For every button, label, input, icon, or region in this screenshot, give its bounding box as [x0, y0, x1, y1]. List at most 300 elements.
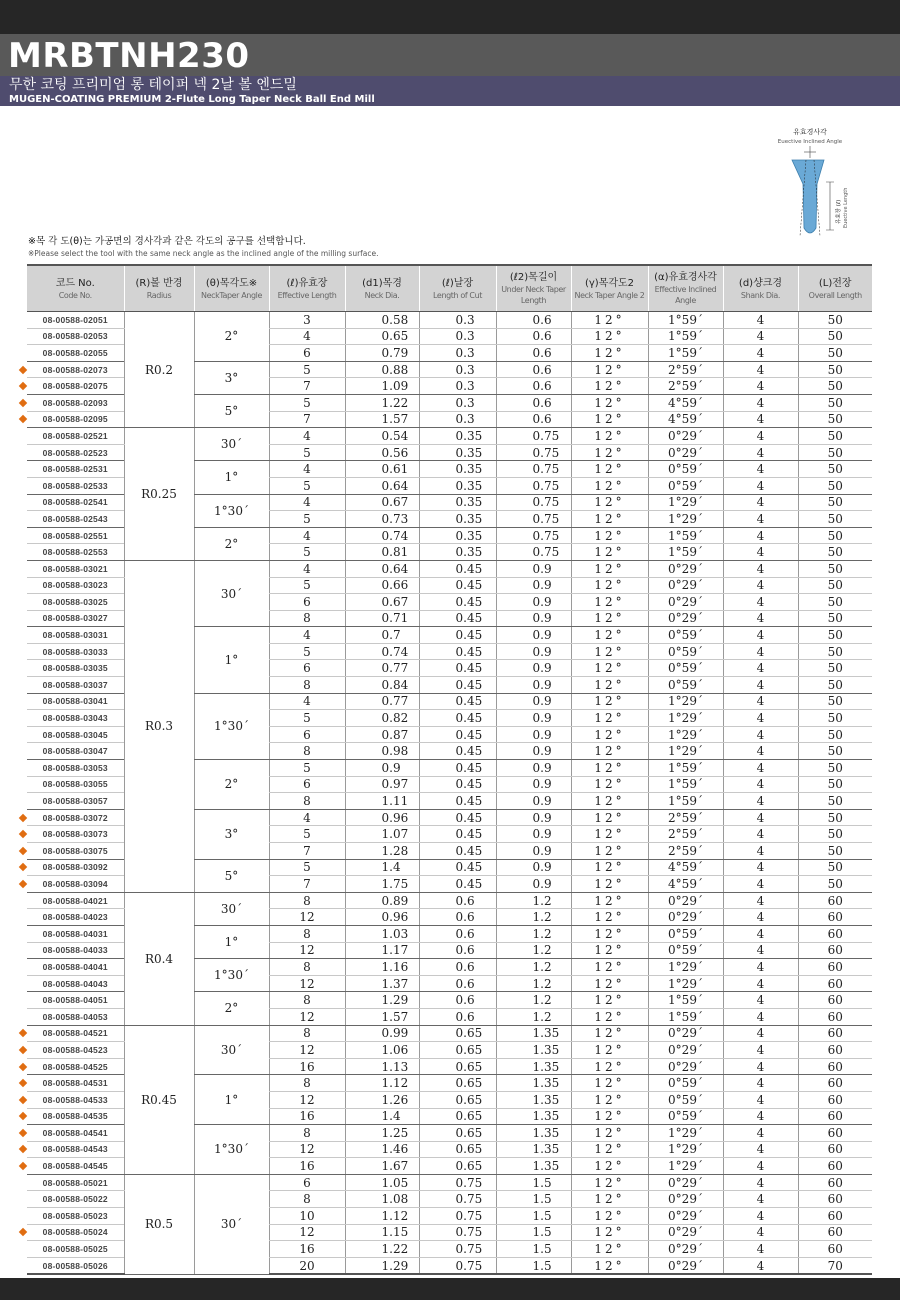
effective-length-cell: 8 [269, 1125, 345, 1142]
code-cell: 08-00588-03027 [27, 610, 124, 627]
shank-dia-cell: 4 [723, 477, 798, 494]
overall-length-cell: 60 [798, 1224, 872, 1241]
effective-length-cell: 7 [269, 411, 345, 428]
overall-length-cell: 50 [798, 527, 872, 544]
neck-dia-cell: 0.96 [345, 809, 419, 826]
overall-length-cell: 50 [798, 411, 872, 428]
neck-length-cell: 1.2 [496, 909, 571, 926]
overall-length-cell: 50 [798, 610, 872, 627]
neck-length-cell: 0.9 [496, 710, 571, 727]
shank-dia-cell: 4 [723, 511, 798, 528]
code-cell: 08-00588-04523 [27, 1042, 124, 1059]
overall-length-cell: 50 [798, 312, 872, 329]
neck-angle-cell: 3° [194, 809, 269, 859]
overall-length-cell: 50 [798, 627, 872, 644]
neck-dia-cell: 1.25 [345, 1125, 419, 1142]
effective-length-cell: 12 [269, 1141, 345, 1158]
neck-dia-cell: 0.74 [345, 527, 419, 544]
neck-angle-2-cell: 12° [571, 394, 648, 411]
overall-length-cell: 70 [798, 1257, 872, 1274]
effective-length-cell: 8 [269, 743, 345, 760]
neck-length-cell: 0.75 [496, 461, 571, 478]
marker-diamond-icon [19, 382, 27, 390]
inclined-angle-cell: 0°29´ [648, 1208, 723, 1225]
code-cell: 08-00588-04533 [27, 1091, 124, 1108]
shank-dia-cell: 4 [723, 594, 798, 611]
overall-length-cell: 50 [798, 394, 872, 411]
neck-dia-cell: 0.9 [345, 760, 419, 777]
length-of-cut-cell: 0.6 [419, 925, 496, 942]
neck-dia-cell: 1.57 [345, 1008, 419, 1025]
marker-diamond-icon [19, 365, 27, 373]
neck-dia-cell: 1.22 [345, 1241, 419, 1258]
effective-length-cell: 8 [269, 1025, 345, 1042]
neck-length-cell: 0.6 [496, 312, 571, 329]
marker-diamond-icon [19, 1062, 27, 1070]
code-cell: 08-00588-04525 [27, 1058, 124, 1075]
overall-length-cell: 50 [798, 477, 872, 494]
overall-length-cell: 50 [798, 511, 872, 528]
neck-length-cell: 0.9 [496, 660, 571, 677]
neck-length-cell: 0.75 [496, 544, 571, 561]
length-of-cut-cell: 0.65 [419, 1058, 496, 1075]
neck-dia-cell: 0.64 [345, 477, 419, 494]
marker-diamond-icon [19, 830, 27, 838]
neck-dia-cell: 0.77 [345, 660, 419, 677]
neck-length-cell: 0.9 [496, 859, 571, 876]
effective-length-cell: 3 [269, 312, 345, 329]
neck-angle-cell: 1° [194, 925, 269, 958]
neck-angle-cell: 1° [194, 627, 269, 693]
neck-angle-2-cell: 12° [571, 378, 648, 395]
shank-dia-cell: 4 [723, 1241, 798, 1258]
neck-angle-2-cell: 12° [571, 1008, 648, 1025]
effective-length-cell: 16 [269, 1241, 345, 1258]
effective-length-cell: 6 [269, 776, 345, 793]
inclined-angle-cell: 0°29´ [648, 1191, 723, 1208]
neck-angle-2-cell: 12° [571, 975, 648, 992]
shank-dia-cell: 4 [723, 527, 798, 544]
effective-length-cell: 12 [269, 1042, 345, 1059]
neck-length-cell: 1.5 [496, 1257, 571, 1274]
shank-dia-cell: 4 [723, 1208, 798, 1225]
neck-angle-2-cell: 12° [571, 726, 648, 743]
overall-length-cell: 50 [798, 876, 872, 893]
length-of-cut-cell: 0.45 [419, 809, 496, 826]
neck-length-cell: 1.5 [496, 1174, 571, 1191]
overall-length-cell: 60 [798, 1042, 872, 1059]
inclined-angle-cell: 1°59´ [648, 345, 723, 362]
neck-angle-2-cell: 12° [571, 494, 648, 511]
code-cell: 08-00588-02541 [27, 494, 124, 511]
neck-length-cell: 0.9 [496, 843, 571, 860]
inclined-angle-cell: 0°59´ [648, 942, 723, 959]
length-of-cut-cell: 0.35 [419, 544, 496, 561]
neck-length-cell: 1.5 [496, 1241, 571, 1258]
neck-angle-2-cell: 12° [571, 1042, 648, 1059]
shank-dia-cell: 4 [723, 428, 798, 445]
radius-cell: R0.4 [124, 892, 194, 1025]
effective-length-cell: 4 [269, 428, 345, 445]
table-header-row [27, 265, 872, 312]
neck-angle-2-cell: 12° [571, 1091, 648, 1108]
radius-cell: R0.5 [124, 1174, 194, 1274]
neck-dia-cell: 0.84 [345, 677, 419, 694]
col-header-length-of-cut: (ℓ)날장 Length of Cut [419, 265, 496, 312]
overall-length-cell: 50 [798, 444, 872, 461]
inclined-angle-cell: 0°29´ [648, 909, 723, 926]
neck-dia-cell: 0.56 [345, 444, 419, 461]
shank-dia-cell: 4 [723, 328, 798, 345]
table-row [27, 1174, 872, 1191]
length-of-cut-cell: 0.75 [419, 1191, 496, 1208]
length-of-cut-cell: 0.35 [419, 477, 496, 494]
length-of-cut-cell: 0.65 [419, 1042, 496, 1059]
effective-length-cell: 6 [269, 726, 345, 743]
effective-length-cell: 4 [269, 527, 345, 544]
overall-length-cell: 50 [798, 660, 872, 677]
neck-angle-2-cell: 12° [571, 577, 648, 594]
length-of-cut-cell: 0.45 [419, 643, 496, 660]
neck-angle-cell: 1°30´ [194, 494, 269, 527]
effective-length-cell: 4 [269, 494, 345, 511]
inclined-angle-cell: 2°59´ [648, 378, 723, 395]
effective-length-cell: 5 [269, 394, 345, 411]
effective-length-cell: 8 [269, 793, 345, 810]
diagram-side-label-korean: 유효장 (ℓ) [836, 199, 842, 224]
neck-length-cell: 0.6 [496, 361, 571, 378]
neck-angle-cell: 30´ [194, 892, 269, 925]
marker-diamond-icon [19, 415, 27, 423]
inclined-angle-cell: 0°29´ [648, 577, 723, 594]
code-cell: 08-00588-02523 [27, 444, 124, 461]
neck-angle-2-cell: 12° [571, 1158, 648, 1175]
shank-dia-cell: 4 [723, 677, 798, 694]
effective-length-cell: 6 [269, 660, 345, 677]
inclined-angle-cell: 1°29´ [648, 494, 723, 511]
neck-dia-cell: 0.74 [345, 643, 419, 660]
length-of-cut-cell: 0.45 [419, 743, 496, 760]
neck-angle-cell: 30´ [194, 1174, 269, 1274]
inclined-angle-cell: 1°29´ [648, 511, 723, 528]
neck-angle-2-cell: 12° [571, 511, 648, 528]
effective-length-cell: 12 [269, 942, 345, 959]
neck-dia-cell: 1.67 [345, 1158, 419, 1175]
inclined-angle-cell: 2°59´ [648, 826, 723, 843]
neck-angle-2-cell: 12° [571, 477, 648, 494]
shank-dia-cell: 4 [723, 942, 798, 959]
shank-dia-cell: 4 [723, 560, 798, 577]
code-cell: 08-00588-02533 [27, 477, 124, 494]
effective-length-cell: 5 [269, 511, 345, 528]
neck-angle-2-cell: 12° [571, 925, 648, 942]
effective-length-cell: 4 [269, 627, 345, 644]
neck-angle-2-cell: 12° [571, 959, 648, 976]
code-cell: 08-00588-03057 [27, 793, 124, 810]
bottom-bar [0, 1278, 900, 1300]
neck-angle-2-cell: 12° [571, 1208, 648, 1225]
effective-length-cell: 16 [269, 1158, 345, 1175]
neck-length-cell: 1.2 [496, 1008, 571, 1025]
neck-dia-cell: 0.61 [345, 461, 419, 478]
effective-length-cell: 16 [269, 1108, 345, 1125]
inclined-angle-cell: 1°29´ [648, 959, 723, 976]
length-of-cut-cell: 0.65 [419, 1158, 496, 1175]
neck-angle-2-cell: 12° [571, 1241, 648, 1258]
length-of-cut-cell: 0.35 [419, 461, 496, 478]
neck-length-cell: 1.35 [496, 1025, 571, 1042]
length-of-cut-cell: 0.45 [419, 693, 496, 710]
effective-length-cell: 8 [269, 677, 345, 694]
neck-angle-cell: 1°30´ [194, 959, 269, 992]
shank-dia-cell: 4 [723, 1008, 798, 1025]
col-header-neck-angle: (θ)목각도※ NeckTaper Angle [194, 265, 269, 312]
shank-dia-cell: 4 [723, 876, 798, 893]
inclined-angle-cell: 0°59´ [648, 677, 723, 694]
neck-angle-2-cell: 12° [571, 660, 648, 677]
neck-dia-cell: 0.87 [345, 726, 419, 743]
inclined-angle-cell: 1°59´ [648, 776, 723, 793]
neck-length-cell: 0.9 [496, 876, 571, 893]
neck-length-cell: 0.6 [496, 411, 571, 428]
neck-length-cell: 1.35 [496, 1125, 571, 1142]
length-of-cut-cell: 0.6 [419, 942, 496, 959]
code-cell: 08-00588-05025 [27, 1241, 124, 1258]
overall-length-cell: 50 [798, 776, 872, 793]
inclined-angle-cell: 1°29´ [648, 726, 723, 743]
overall-length-cell: 50 [798, 843, 872, 860]
overall-length-cell: 50 [798, 677, 872, 694]
overall-length-cell: 60 [798, 975, 872, 992]
marker-diamond-icon [19, 813, 27, 821]
overall-length-cell: 60 [798, 1141, 872, 1158]
table-row [27, 560, 872, 577]
length-of-cut-cell: 0.35 [419, 428, 496, 445]
neck-dia-cell: 1.28 [345, 843, 419, 860]
marker-diamond-icon [19, 399, 27, 407]
effective-length-cell: 8 [269, 959, 345, 976]
shank-dia-cell: 4 [723, 1025, 798, 1042]
code-cell: 08-00588-04535 [27, 1108, 124, 1125]
inclined-angle-cell: 0°29´ [648, 594, 723, 611]
shank-dia-cell: 4 [723, 726, 798, 743]
diagram-label-korean: 유효경사각 [793, 128, 827, 136]
neck-dia-cell: 0.79 [345, 345, 419, 362]
code-cell: 08-00588-05024 [27, 1224, 124, 1241]
neck-dia-cell: 0.66 [345, 577, 419, 594]
code-cell: 08-00588-04541 [27, 1125, 124, 1142]
neck-angle-cell: 3° [194, 361, 269, 394]
neck-dia-cell: 1.37 [345, 975, 419, 992]
marker-diamond-icon [19, 847, 27, 855]
neck-length-cell: 1.35 [496, 1091, 571, 1108]
marker-diamond-icon [19, 1095, 27, 1103]
neck-length-cell: 1.5 [496, 1224, 571, 1241]
code-cell: 08-00588-03072 [27, 809, 124, 826]
effective-length-cell: 5 [269, 444, 345, 461]
neck-angle-2-cell: 12° [571, 627, 648, 644]
product-code-title: MRBTNH230 [8, 36, 250, 76]
tool-angle-diagram [770, 124, 890, 244]
neck-length-cell: 0.9 [496, 726, 571, 743]
inclined-angle-cell: 1°59´ [648, 793, 723, 810]
inclined-angle-cell: 0°29´ [648, 1025, 723, 1042]
effective-length-cell: 12 [269, 1091, 345, 1108]
overall-length-cell: 60 [798, 909, 872, 926]
neck-angle-cell: 1°30´ [194, 693, 269, 759]
overall-length-cell: 50 [798, 577, 872, 594]
neck-length-cell: 0.75 [496, 444, 571, 461]
overall-length-cell: 50 [798, 494, 872, 511]
length-of-cut-cell: 0.65 [419, 1108, 496, 1125]
code-cell: 08-00588-05023 [27, 1208, 124, 1225]
neck-length-cell: 1.2 [496, 942, 571, 959]
inclined-angle-cell: 1°29´ [648, 743, 723, 760]
inclined-angle-cell: 0°59´ [648, 1091, 723, 1108]
neck-angle-cell: 1°30´ [194, 1125, 269, 1175]
col-header-inclined-angle: (α)유효경사각 Effective Inclined Angle [648, 265, 723, 312]
code-cell: 08-00588-02095 [27, 411, 124, 428]
neck-angle-2-cell: 12° [571, 527, 648, 544]
table-row [27, 892, 872, 909]
neck-length-cell: 1.35 [496, 1042, 571, 1059]
neck-dia-cell: 1.09 [345, 378, 419, 395]
length-of-cut-cell: 0.45 [419, 660, 496, 677]
neck-length-cell: 0.9 [496, 743, 571, 760]
code-cell: 08-00588-03041 [27, 693, 124, 710]
neck-dia-cell: 1.07 [345, 826, 419, 843]
neck-length-cell: 1.35 [496, 1141, 571, 1158]
neck-length-cell: 0.75 [496, 428, 571, 445]
spec-table-body [27, 312, 872, 1275]
radius-cell: R0.3 [124, 560, 194, 892]
length-of-cut-cell: 0.6 [419, 1008, 496, 1025]
shank-dia-cell: 4 [723, 710, 798, 727]
shank-dia-cell: 4 [723, 345, 798, 362]
code-cell: 08-00588-04053 [27, 1008, 124, 1025]
neck-angle-2-cell: 12° [571, 1141, 648, 1158]
overall-length-cell: 60 [798, 925, 872, 942]
neck-dia-cell: 1.08 [345, 1191, 419, 1208]
shank-dia-cell: 4 [723, 627, 798, 644]
length-of-cut-cell: 0.35 [419, 511, 496, 528]
code-cell: 08-00588-04023 [27, 909, 124, 926]
radius-cell: R0.25 [124, 428, 194, 561]
length-of-cut-cell: 0.35 [419, 494, 496, 511]
code-cell: 08-00588-04043 [27, 975, 124, 992]
inclined-angle-cell: 0°59´ [648, 643, 723, 660]
neck-dia-cell: 0.89 [345, 892, 419, 909]
neck-dia-cell: 1.11 [345, 793, 419, 810]
effective-length-cell: 12 [269, 909, 345, 926]
neck-dia-cell: 0.77 [345, 693, 419, 710]
neck-angle-2-cell: 12° [571, 544, 648, 561]
neck-length-cell: 0.75 [496, 494, 571, 511]
neck-dia-cell: 1.13 [345, 1058, 419, 1075]
neck-angle-2-cell: 12° [571, 909, 648, 926]
inclined-angle-cell: 1°29´ [648, 693, 723, 710]
effective-length-cell: 6 [269, 594, 345, 611]
neck-dia-cell: 0.81 [345, 544, 419, 561]
neck-angle-cell: 1° [194, 1075, 269, 1125]
diagram-side-label-english: Euective Length [843, 187, 849, 228]
inclined-angle-cell: 0°59´ [648, 627, 723, 644]
neck-angle-2-cell: 12° [571, 776, 648, 793]
neck-length-cell: 0.75 [496, 477, 571, 494]
neck-dia-cell: 1.06 [345, 1042, 419, 1059]
shank-dia-cell: 4 [723, 577, 798, 594]
inclined-angle-cell: 0°29´ [648, 560, 723, 577]
inclined-angle-cell: 2°59´ [648, 843, 723, 860]
shank-dia-cell: 4 [723, 1125, 798, 1142]
effective-length-cell: 5 [269, 859, 345, 876]
shank-dia-cell: 4 [723, 776, 798, 793]
overall-length-cell: 50 [798, 345, 872, 362]
code-cell: 08-00588-05021 [27, 1174, 124, 1191]
effective-length-cell: 16 [269, 1058, 345, 1075]
code-cell: 08-00588-03033 [27, 643, 124, 660]
overall-length-cell: 50 [798, 859, 872, 876]
neck-angle-2-cell: 12° [571, 345, 648, 362]
table-row [27, 428, 872, 445]
neck-angle-2-cell: 12° [571, 428, 648, 445]
code-cell: 08-00588-03035 [27, 660, 124, 677]
shank-dia-cell: 4 [723, 909, 798, 926]
length-of-cut-cell: 0.3 [419, 312, 496, 329]
shank-dia-cell: 4 [723, 1042, 798, 1059]
inclined-angle-cell: 0°29´ [648, 610, 723, 627]
neck-dia-cell: 0.7 [345, 627, 419, 644]
neck-angle-2-cell: 12° [571, 643, 648, 660]
neck-length-cell: 1.35 [496, 1108, 571, 1125]
length-of-cut-cell: 0.75 [419, 1208, 496, 1225]
length-of-cut-cell: 0.65 [419, 1091, 496, 1108]
neck-length-cell: 0.9 [496, 776, 571, 793]
effective-length-cell: 8 [269, 1075, 345, 1092]
length-of-cut-cell: 0.45 [419, 710, 496, 727]
effective-length-cell: 5 [269, 710, 345, 727]
shank-dia-cell: 4 [723, 643, 798, 660]
overall-length-cell: 60 [798, 1075, 872, 1092]
overall-length-cell: 60 [798, 892, 872, 909]
neck-angle-2-cell: 12° [571, 560, 648, 577]
code-cell: 08-00588-03037 [27, 677, 124, 694]
neck-dia-cell: 1.05 [345, 1174, 419, 1191]
neck-angle-2-cell: 12° [571, 461, 648, 478]
neck-dia-cell: 1.22 [345, 394, 419, 411]
overall-length-cell: 50 [798, 726, 872, 743]
shank-dia-cell: 4 [723, 444, 798, 461]
neck-dia-cell: 1.03 [345, 925, 419, 942]
neck-angle-cell: 2° [194, 312, 269, 362]
neck-angle-2-cell: 12° [571, 809, 648, 826]
code-cell: 08-00588-03045 [27, 726, 124, 743]
inclined-angle-cell: 0°59´ [648, 925, 723, 942]
inclined-angle-cell: 1°59´ [648, 760, 723, 777]
neck-angle-2-cell: 12° [571, 892, 648, 909]
col-header-neck-length: (ℓ2)목길이 Under Neck Taper Length [496, 265, 571, 312]
overall-length-cell: 50 [798, 544, 872, 561]
neck-length-cell: 1.35 [496, 1075, 571, 1092]
effective-length-cell: 5 [269, 577, 345, 594]
neck-dia-cell: 0.88 [345, 361, 419, 378]
inclined-angle-cell: 1°29´ [648, 710, 723, 727]
length-of-cut-cell: 0.6 [419, 959, 496, 976]
shank-dia-cell: 4 [723, 793, 798, 810]
code-cell: 08-00588-03025 [27, 594, 124, 611]
effective-length-cell: 4 [269, 809, 345, 826]
shank-dia-cell: 4 [723, 809, 798, 826]
